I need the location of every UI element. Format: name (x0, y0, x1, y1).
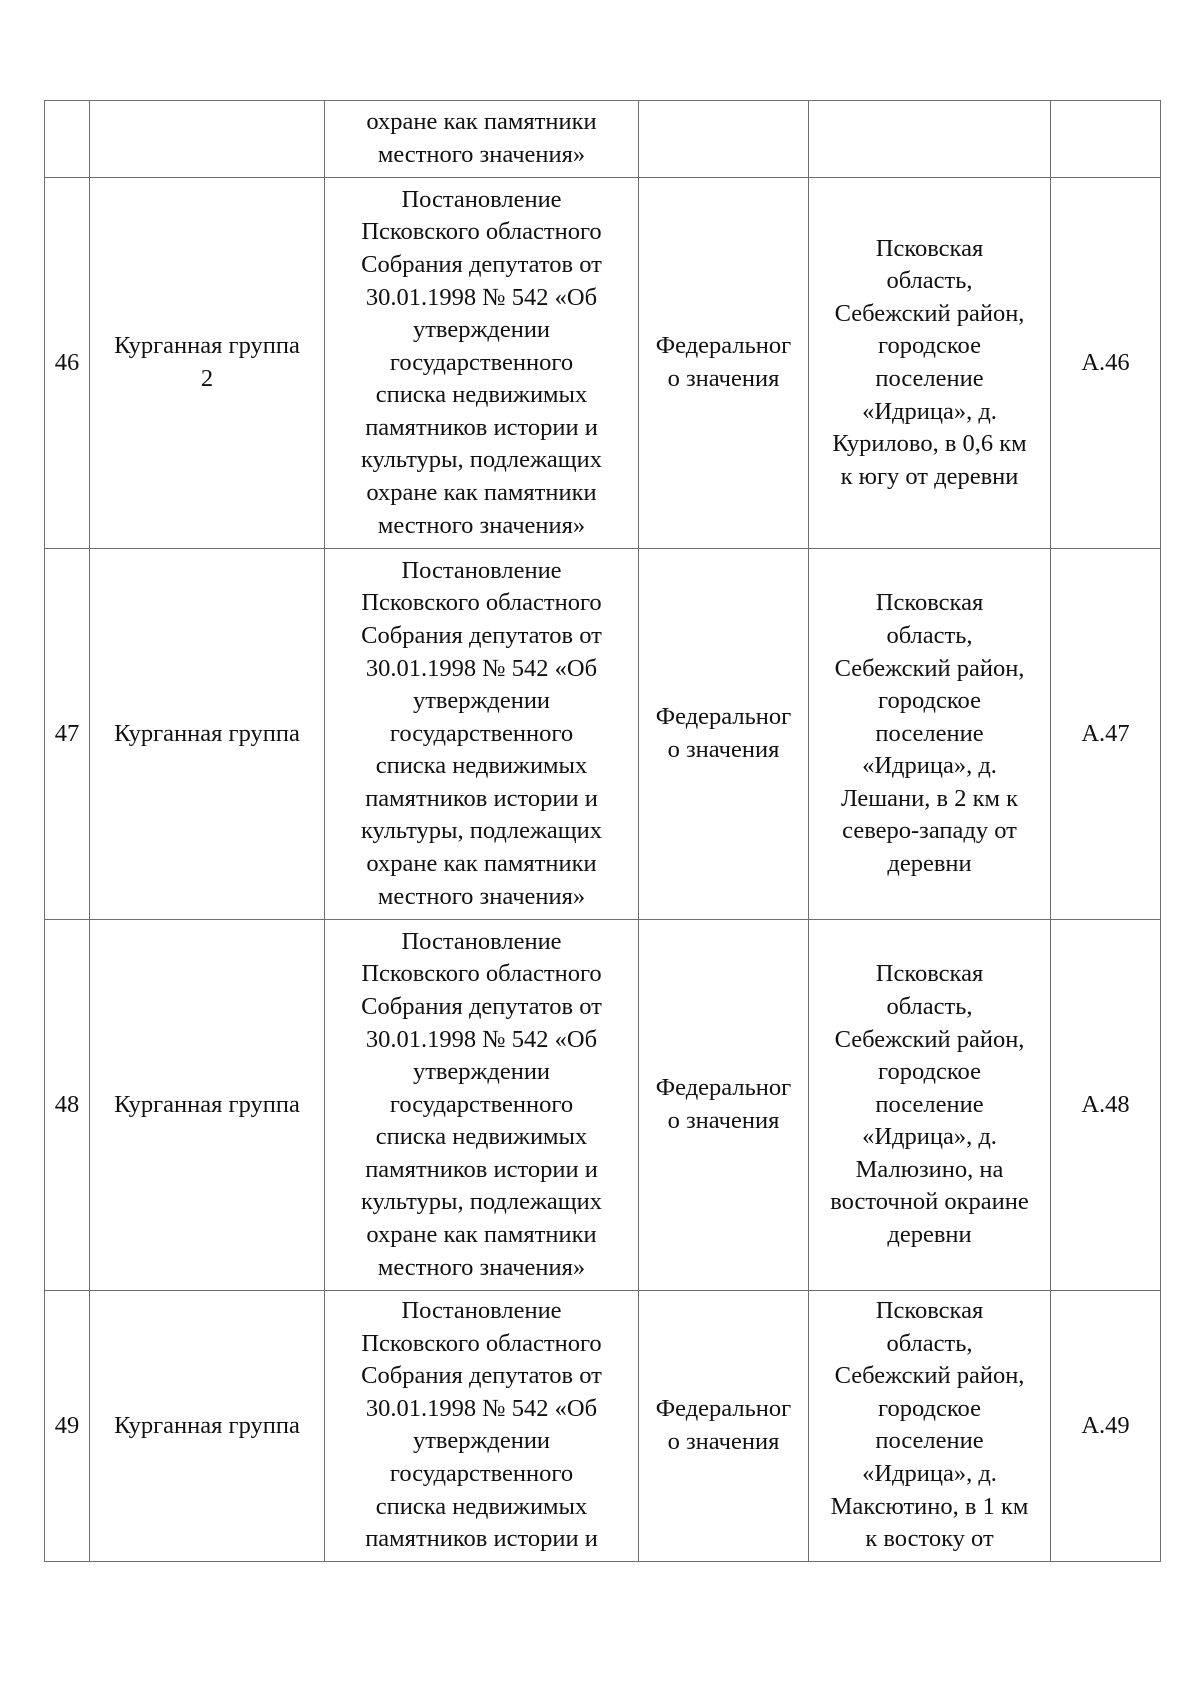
object-name-cell: Курганная группа (90, 920, 325, 1291)
object-name-cell: Курганная группа (90, 549, 325, 920)
table-row (45, 178, 1161, 549)
table-row (45, 549, 1161, 920)
row-number-cell: 46 (45, 178, 90, 549)
row-number-cell: 47 (45, 549, 90, 920)
row-number-cell: 49 (45, 1291, 90, 1562)
row-number-cell: 48 (45, 920, 90, 1291)
object-name-cell: Курганная группа (90, 1291, 325, 1562)
table-row (45, 1291, 1161, 1562)
object-name-cell: Курганная группа 2 (90, 178, 325, 549)
object-name-cell (90, 101, 325, 178)
object-code-cell: А.47 (1051, 549, 1161, 920)
significance-cell: Федеральног о значения (639, 1291, 809, 1562)
significance-cell: Федеральног о значения (639, 549, 809, 920)
heritage-objects-table (44, 100, 1161, 1562)
object-code-cell: А.46 (1051, 178, 1161, 549)
legal-document-cell: Постановление Псковского областного Собрания депутатов от 30.01.1998 № 542 «Об утверждении государственного списка недвижимых памятников истории и культуры, подлежащих охране как памятники местного значения» (325, 920, 639, 1291)
table-row-continued (45, 101, 1161, 178)
object-code-cell: А.48 (1051, 920, 1161, 1291)
location-cell: Псковская область, Себежский район, городское поселение «Идрица», д. Курилово, в 0,6 км к югу от деревни (809, 178, 1051, 549)
significance-cell: Федеральног о значения (639, 920, 809, 1291)
significance-cell (639, 101, 809, 178)
significance-cell: Федеральног о значения (639, 178, 809, 549)
legal-document-cell: Постановление Псковского областного Собрания депутатов от 30.01.1998 № 542 «Об утверждении государственного списка недвижимых памятников истории и культуры, подлежащих охране как памятники местного значения» (325, 549, 639, 920)
table-row (45, 920, 1161, 1291)
location-cell: Псковская область, Себежский район, городское поселение «Идрица», д. Лешани, в 2 км к северо-западу от деревни (809, 549, 1051, 920)
location-cell: Псковская область, Себежский район, городское поселение «Идрица», д. Малюзино, на восточной окраине деревни (809, 920, 1051, 1291)
row-number-cell (45, 101, 90, 178)
location-cell (809, 101, 1051, 178)
location-cell: Псковская область, Себежский район, городское поселение «Идрица», д. Максютино, в 1 км к востоку от (809, 1291, 1051, 1562)
object-code-cell: А.49 (1051, 1291, 1161, 1562)
object-code-cell (1051, 101, 1161, 178)
legal-document-cell: Постановление Псковского областного Собрания депутатов от 30.01.1998 № 542 «Об утверждении государственного списка недвижимых памятников истории и (325, 1291, 639, 1562)
legal-document-cell: Постановление Псковского областного Собрания депутатов от 30.01.1998 № 542 «Об утверждении государственного списка недвижимых памятников истории и культуры, подлежащих охране как памятники местного значения» (325, 178, 639, 549)
legal-document-cell: охране как памятники местного значения» (325, 101, 639, 178)
